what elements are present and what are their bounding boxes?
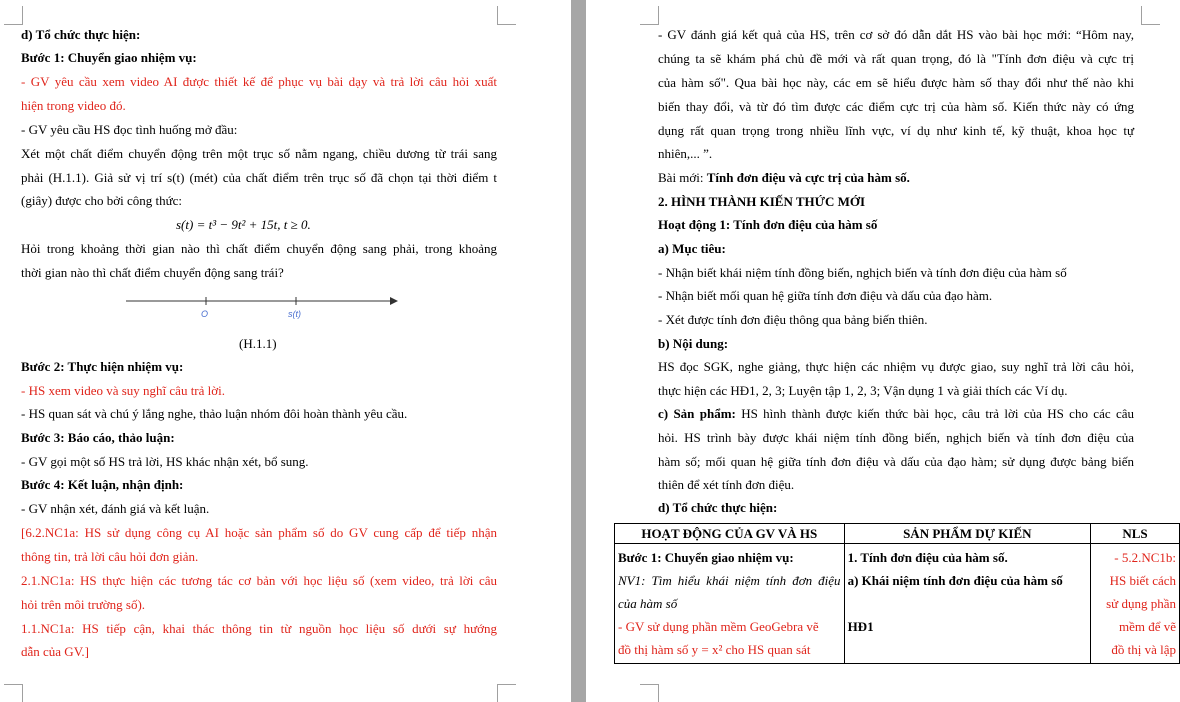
goal-title: a) Mục tiêu: xyxy=(658,241,726,256)
table-cell-nls xyxy=(1091,544,1180,664)
crop-mark-bottom-left xyxy=(640,684,659,702)
text-line: HS hình thành được kiến thức bài học, câu trả lời của HS cho các câu xyxy=(741,406,1134,421)
text-line: HS đọc SGK, nghe giảng, thực hiện các nhiệm vụ được giao, suy nghĩ trả lời câu hỏi, xyxy=(658,359,1134,374)
content-title: b) Nội dung: xyxy=(658,336,729,351)
table-row xyxy=(615,544,1180,664)
text-line: Xét một chất điểm chuyển động trên một trục số nằm ngang, chiều dương từ trái sang xyxy=(21,146,497,161)
number-axis-figure xyxy=(120,292,410,326)
cell-red-line: đồ thị hàm số y = x² cho HS quan sát xyxy=(618,642,811,657)
column-header: HOẠT ĐỘNG CỦA GV VÀ HS xyxy=(615,524,845,544)
cell-task: NV1: Tìm hiểu khái niệm tính đơn điệu của hàm số xyxy=(618,573,841,611)
axis-arrow-icon xyxy=(390,297,398,305)
activity-heading: Hoạt động 1: Tính đơn điệu của hàm số xyxy=(658,217,878,232)
step2-title: Bước 2: Thực hiện nhiệm vụ: xyxy=(21,359,184,374)
text-line: hàm số; mối quan hệ giữa tính đơn điệu và dấu của đạo hàm; sử dụng được bảng biến xyxy=(658,454,1134,469)
cell-nls-line: - 5.2.NC1b: xyxy=(1114,550,1176,565)
text-line: - GV yêu cầu HS đọc tình huống mở đầu: xyxy=(21,122,238,137)
red-text-line: hiện trong video đó. xyxy=(21,98,126,113)
text-line: (giây) được cho bởi công thức: xyxy=(21,193,183,208)
org-title: d) Tổ chức thực hiện: xyxy=(658,500,778,515)
product-label: c) Sản phẩm: xyxy=(658,406,742,421)
red-text-line: - GV yêu cầu xem video AI được thiết kế để phục vụ bài dạy và trả lời câu hỏi xuất xyxy=(21,74,497,89)
text-line: thời gian nào thì chất điểm chuyển động sang trái? xyxy=(21,265,284,280)
crop-mark-top-left xyxy=(4,6,23,25)
text-line: - Nhận biết khái niệm tính đồng biến, nghịch biến và tính đơn điệu của hàm số xyxy=(658,265,1067,280)
table-header-row xyxy=(615,524,1180,544)
column-header: SẢN PHẨM DỰ KIẾN xyxy=(844,524,1090,544)
text-line: phải (H.1.1). Giả sử vị trí s(t) (mét) của chất điểm trên trục số đã chọn tại thời điểm t xyxy=(21,170,497,185)
cell-nls-line: sử dụng phần xyxy=(1106,596,1176,611)
red-text-line: dẫn của GV.] xyxy=(21,644,89,659)
step4-title: Bước 4: Kết luận, nhận định: xyxy=(21,477,184,492)
text-line: - HS quan sát và chú ý lắng nghe, thảo luận nhóm đôi hoàn thành yêu cầu. xyxy=(21,406,408,421)
heading-d: d) Tổ chức thực hiện: xyxy=(21,27,141,42)
cell-product-heading: 1. Tính đơn điệu của hàm số. xyxy=(847,550,1008,565)
text-line: của hàm số". Qua bài học này, các em sẽ hiểu được hàm số thay đổi như thế nào khi xyxy=(658,75,1134,90)
axis-origin-label: O xyxy=(201,309,209,319)
text-line: - Xét được tính đơn điệu thông qua bảng biến thiên. xyxy=(658,312,928,327)
cell-step-title: Bước 1: Chuyển giao nhiệm vụ: xyxy=(618,550,794,565)
text-line: - GV nhận xét, đánh giá và kết luận. xyxy=(21,501,210,516)
cell-nls-line: đồ thị và lập xyxy=(1111,642,1176,657)
step1-title: Bước 1: Chuyển giao nhiệm vụ: xyxy=(21,50,197,65)
cell-product-subheading: a) Khái niệm tính đơn điệu của hàm số xyxy=(847,573,1063,588)
lesson-plan-table xyxy=(614,523,1180,664)
text-line: thiên để xét tính đơn điệu. xyxy=(658,477,795,492)
crop-mark-top-right xyxy=(497,6,516,25)
text-line: thực hiện các HĐ1, 2, 3; Luyện tập 1, 2, 3; Vận dụng 1 và giải thích các Ví dụ. xyxy=(658,383,1068,398)
formula: s(t) = t³ − 9t² + 15t, t ≥ 0. xyxy=(176,217,311,232)
cell-activity-label: HĐ1 xyxy=(847,619,874,634)
step3-title: Bước 3: Báo cáo, thảo luận: xyxy=(21,430,175,445)
document-page-1 xyxy=(0,0,571,702)
axis-point-label: s(t) xyxy=(288,309,301,319)
crop-mark-top-left xyxy=(640,6,659,25)
text-line: Hỏi trong khoảng thời gian nào thì chất điểm chuyển động sang phải, trong khoảng xyxy=(21,241,497,256)
cell-nls-line: HS biết cách xyxy=(1109,573,1176,588)
crop-mark-bottom-right xyxy=(497,684,516,702)
text-line: dụng rất quan trọng trong nhiều lĩnh vực, ví dụ như kinh tế, kỹ thuật, khoa học tự xyxy=(658,123,1134,138)
table-cell-activity xyxy=(615,544,845,664)
text-line: - GV đánh giá kết quả của HS, trên cơ sở đó dẫn dắt HS vào bài học mới: “Hôm nay, xyxy=(658,27,1134,42)
text-line: biến thay đổi, và từ đó tìm được các điểm cực trị của hàm số. Kiến thức này có ứng xyxy=(658,99,1134,114)
table-cell-product xyxy=(844,544,1090,664)
figure-caption: (H.1.1) xyxy=(239,336,277,351)
cell-nls-line: mềm để vẽ xyxy=(1118,619,1176,634)
cell-red-line: - GV sử dụng phần mềm GeoGebra vẽ xyxy=(618,619,819,634)
text-line: - Nhận biết mối quan hệ giữa tính đơn điệu và dấu của đạo hàm. xyxy=(658,288,993,303)
text-line: nhiên,... ”. xyxy=(658,146,713,161)
new-lesson-label: Bài mới: xyxy=(658,170,707,185)
text-line: - GV gọi một số HS trả lời, HS khác nhận xét, bổ sung. xyxy=(21,454,309,469)
red-text-line: [6.2.NC1a: HS sử dụng công cụ AI hoặc sản phẩm số do GV cung cấp để tiếp nhận xyxy=(21,525,497,540)
document-page-2 xyxy=(586,0,1180,702)
column-header: NLS xyxy=(1091,524,1180,544)
new-lesson-title: Tính đơn điệu và cực trị của hàm số. xyxy=(706,170,910,185)
red-text-line: - HS xem video và suy nghĩ câu trả lời. xyxy=(21,383,226,398)
red-text-line: 2.1.NC1a: HS thực hiện các tương tác cơ bản với học liệu số (xem video, trả lời câu xyxy=(21,573,497,588)
crop-mark-top-right xyxy=(1141,6,1160,25)
red-text-line: hỏi trên môi trường số). xyxy=(21,597,146,612)
red-text-line: 1.1.NC1a: HS tiếp cận, khai thác thông tin từ nguồn học liệu số dưới sự hướng xyxy=(21,621,497,636)
red-text-line: thông tin, trả lời câu hỏi đơn giản. xyxy=(21,549,199,564)
text-line: chúng ta sẽ khám phá chủ đề mới và rất quan trọng, đó là "Tính đơn điệu và cực trị xyxy=(658,51,1134,66)
text-line: hỏi. HS trình bày được khái niệm tính đồng biến, nghịch biến và tính đơn điệu của xyxy=(658,430,1134,445)
section-heading: 2. HÌNH THÀNH KIẾN THỨC MỚI xyxy=(658,194,866,209)
crop-mark-bottom-left xyxy=(4,684,23,702)
